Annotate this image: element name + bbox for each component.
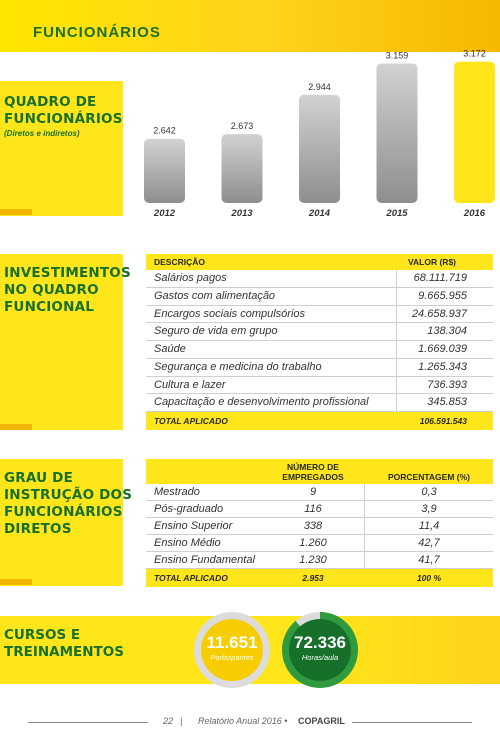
total-count: 2.953 [302, 573, 324, 583]
tick-label-2016: 2016 [463, 208, 486, 219]
footer-separator: | [180, 716, 183, 726]
total-label: TOTAL APLICADO [154, 573, 228, 583]
bar-2016 [454, 62, 495, 203]
table-header [146, 254, 493, 270]
bar-2013 [222, 134, 263, 203]
table-row [146, 484, 493, 501]
bar-2014 [299, 95, 340, 203]
table-row [146, 288, 493, 306]
table-row [146, 306, 493, 324]
tick-label-2014: 2014 [308, 208, 331, 219]
quadro-accent [0, 209, 32, 215]
bar-2015 [377, 63, 418, 203]
row-percentage: 42,7 [418, 537, 440, 549]
horas-label: Horas/aula [301, 653, 339, 662]
total-value: 106.591.543 [419, 416, 467, 426]
bar-2012 [144, 139, 185, 203]
header-valor: VALOR (R$) [408, 257, 457, 267]
tick-label-2012: 2012 [153, 208, 176, 219]
row-percentage: 0,3 [421, 486, 437, 498]
page-title: FUNCIONÁRIOS [33, 24, 161, 41]
table-row [146, 377, 493, 395]
instrucao-accent [0, 579, 32, 585]
horas-circle [282, 612, 358, 688]
investimentos-accent [0, 424, 32, 430]
table-row [146, 535, 493, 552]
table-row [146, 270, 493, 288]
footer-brand: COPAGRIL [298, 716, 345, 726]
row-value: 68.111.719 [413, 272, 467, 284]
data-label-2014: 2.944 [308, 81, 331, 92]
table-row [146, 552, 493, 569]
row-value: 1.265.343 [418, 360, 467, 373]
footer-report: Relatório Anual 2016 • [198, 716, 288, 726]
participantes-number: 11.651 [206, 633, 258, 652]
header-porcentagem: PORCENTAGEM (%) [387, 472, 470, 482]
header-numero-2: EMPREGADOS [282, 472, 344, 482]
row-value: 736.393 [427, 378, 467, 391]
row-level: Pós-graduado [154, 503, 224, 515]
row-value: 24.658.937 [411, 307, 467, 320]
row-count: 338 [303, 520, 323, 532]
data-label-2015: 3.159 [385, 50, 409, 61]
row-count: 9 [309, 486, 317, 498]
row-description: Cultura e lazer [154, 378, 226, 391]
quadro-title: QUADRO DE FUNCIONÁRIOS [4, 94, 123, 127]
table-row [146, 323, 493, 341]
row-value: 138.304 [427, 325, 467, 338]
cursos-title: CURSOS E TREINAMENTOS [4, 627, 124, 660]
row-percentage: 41,7 [418, 554, 440, 566]
table-row [146, 518, 493, 535]
table-row [146, 501, 493, 518]
investimentos-title: INVESTIMENTOS NO QUADRO FUNCIONAL [4, 265, 131, 315]
investimentos-table [146, 254, 493, 430]
total-label: TOTAL APLICADO [154, 416, 228, 426]
row-value: 345.853 [427, 396, 467, 409]
table-footer [146, 569, 493, 587]
participantes-circle [194, 612, 270, 688]
row-count: 1.230 [299, 554, 327, 566]
tick-label-2013: 2013 [231, 208, 253, 219]
row-description: Seguro de vida em grupo [154, 325, 278, 338]
row-count: 116 [304, 503, 322, 515]
table-row [146, 394, 493, 412]
instrucao-title: GRAU DE INSTRUÇÃO DOS FUNCIONÁRIOS DIRETOS [4, 470, 133, 537]
employees-bar-chart [135, 48, 500, 226]
data-label-2013: 2.673 [230, 121, 254, 132]
row-level: Ensino Médio [154, 537, 221, 549]
table-header [146, 459, 493, 484]
row-description: Encargos sociais compulsórios [154, 307, 306, 320]
row-value: 9.665.955 [418, 289, 467, 302]
table-footer [146, 412, 493, 430]
row-percentage: 3,9 [421, 503, 437, 515]
row-description: Salários pagos [154, 272, 227, 284]
row-level: Mestrado [154, 486, 200, 498]
row-description: Gastos com alimentação [154, 289, 276, 302]
row-value: 1.669.039 [418, 343, 467, 355]
total-pct: 100 % [416, 573, 442, 583]
page-footer [0, 716, 500, 728]
page-number: 22 [163, 716, 174, 726]
participantes-label: Participantes [210, 653, 254, 662]
tick-label-2015: 2015 [386, 208, 408, 219]
horas-number: 72.336 [294, 633, 346, 652]
row-count: 1.260 [299, 537, 327, 549]
footer-line-right [352, 722, 472, 723]
row-percentage: 11,4 [418, 520, 440, 532]
row-description: Segurança e medicina do trabalho [154, 360, 322, 373]
table-row [146, 359, 493, 377]
footer-line-left [28, 722, 148, 723]
header-numero-1: NÚMERO DE [287, 462, 339, 472]
row-description: Saúde [154, 343, 186, 355]
row-level: Ensino Superior [154, 520, 233, 532]
row-level: Ensino Fundamental [154, 554, 255, 566]
row-description: Capacitação e desenvolvimento profissional [154, 396, 369, 409]
table-row [146, 341, 493, 359]
data-label-2012: 2.642 [153, 125, 176, 136]
data-label-2016: 3.172 [463, 48, 486, 59]
quadro-subtitle: (Diretos e indiretos) [4, 129, 80, 138]
instrucao-table [146, 459, 493, 586]
header-descricao: DESCRIÇÃO [154, 257, 206, 267]
